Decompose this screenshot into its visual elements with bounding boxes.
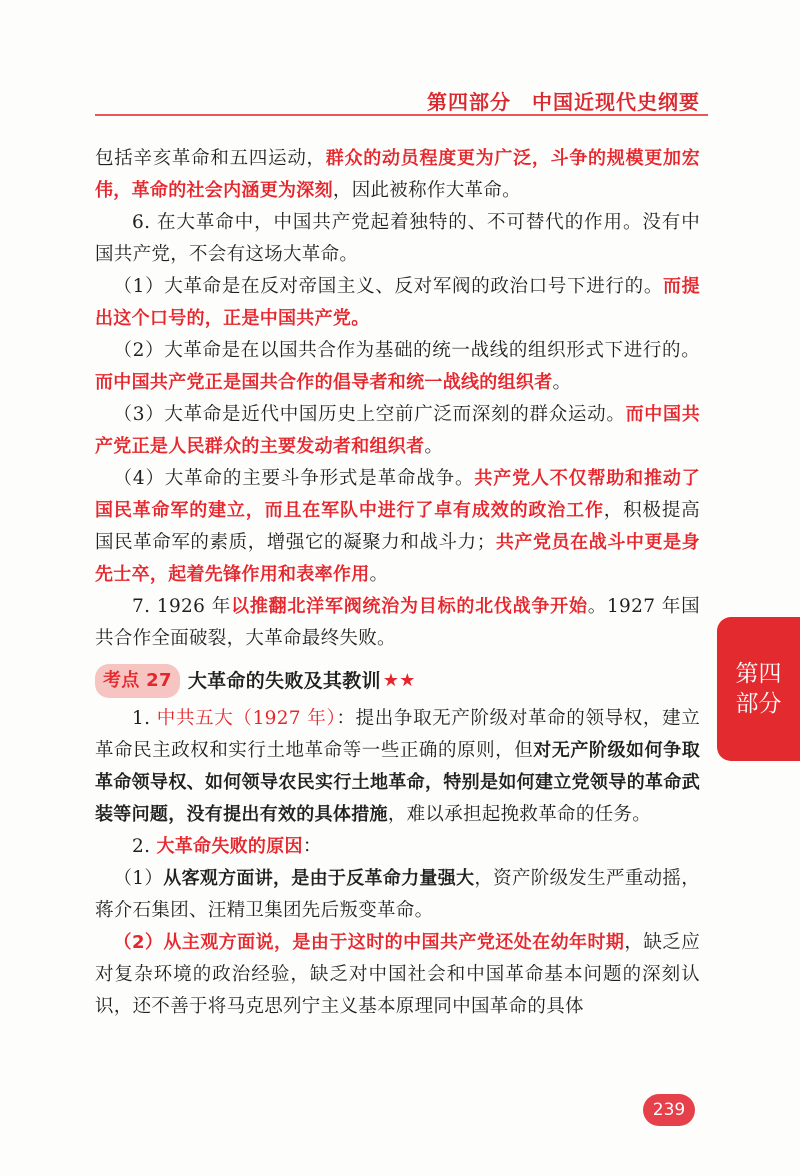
paragraph: 6. 在大革命中，中国共产党起着独特的、不可替代的作用。没有中国共产党，不会有这场大革命。 — [95, 212, 700, 265]
highlight-text: 大革命失败的原因 — [156, 836, 303, 857]
page-content — [95, 143, 700, 1023]
paragraph: 7. 1926 年以推翻北洋军阀统治为目标的北伐战争开始。1927 年国共合作全面破裂，大革命最终失败。 — [95, 596, 700, 649]
kaodian-heading — [95, 665, 700, 697]
header-title: 第四部分 中国近现代史纲要 — [427, 90, 700, 114]
highlight-text: 而中国共产党正是国共合作的倡导者和统一战线的组织者 — [95, 372, 553, 393]
page-header — [0, 0, 800, 118]
kaodian-title: 大革命的失败及其教训 — [187, 670, 381, 692]
header-rule — [95, 114, 708, 116]
highlight-text: 中共五大（1927 年） — [156, 708, 337, 729]
paragraph: （1）大革命是在反对帝国主义、反对军阀的政治口号下进行的。而提出这个口号的，正是中国共产党。 — [95, 276, 700, 329]
highlight-text: 以推翻北洋军阀统治为目标的北伐战争开始 — [231, 596, 588, 617]
paragraph: 包括辛亥革命和五四运动，群众的动员程度更为广泛，斗争的规模更加宏伟，革命的社会内涵更为深刻，因此被称作大革命。 — [95, 148, 701, 201]
kaodian-badge: 考点 27 — [95, 664, 180, 698]
paragraph: 2. 大革命失败的原因： — [132, 836, 322, 857]
highlight-text: （2）从主观方面说，是由于这时的中国共产党还处在幼年时期 — [113, 932, 625, 953]
paragraph: （4）大革命的主要斗争形式是革命战争。共产党人不仅帮助和推动了国民革命军的建立，而且在军队中进行了卓有成效的政治工作，积极提高国民革命军的素质，增强它的凝聚力和战斗力；共产党员在战斗中更是身先士卒，起着先锋作用和表率作用。 — [95, 468, 700, 585]
bold-text: 对无产阶级如何争取革命领导权、如何领导农民实行土地革命，特别是如何建立党领导的革命武装等问题，没有提出有效的具体措施 — [95, 740, 701, 825]
paragraph: （2）大革命是在以国共合作为基础的统一战线的组织形式下进行的。而中国共产党正是国共合作的倡导者和统一战线的组织者。 — [95, 340, 700, 393]
paragraph: （3）大革命是近代中国历史上空前广泛而深刻的群众运动。而中国共产党正是人民群众的主要发动者和组织者。 — [95, 404, 701, 457]
paragraph: （1）从客观方面讲，是由于反革命力量强大，资产阶级发生严重动摇，蒋介石集团、汪精卫集团先后叛变革命。 — [95, 868, 700, 921]
paragraph: （2）从主观方面说，是由于这时的中国共产党还处在幼年时期，缺乏应对复杂环境的政治经验，缺乏对中国社会和中国革命基本问题的深刻认识，还不善于将马克思列宁主义基本原理同中国革命的具体 — [95, 932, 700, 1017]
highlight-text: 共产党员在战斗中更是身先士卒，起着先锋作用和表率作用 — [95, 532, 700, 585]
highlight-text: 群众的动员程度更为广泛，斗争的规模更加宏伟，革命的社会内涵更为深刻 — [95, 148, 701, 201]
paragraph: 1. 中共五大（1927 年）：提出争取无产阶级对革命的领导权，建立革命民主政权和实行土地革命等一些正确的原则，但对无产阶级如何争取革命领导权、如何领导农民实行土地革命，特别是如何建立党领导的革命武装等问题，没有提出有效的具体措施，难以承担起挽救革命的任务。 — [95, 708, 701, 825]
page-number: 239 — [643, 1094, 695, 1126]
star-icon: ★★ — [382, 670, 416, 691]
section-side-tab — [717, 617, 800, 761]
highlight-text: 而提出这个口号的，正是中国共产党。 — [95, 276, 700, 329]
side-tab-label: 第四部分 — [735, 661, 782, 717]
highlight-text: 而中国共产党正是人民群众的主要发动者和组织者 — [95, 404, 701, 457]
highlight-text: 共产党人不仅帮助和推动了国民革命军的建立，而且在军队中进行了卓有成效的政治工作 — [95, 468, 700, 521]
bold-text: 从客观方面讲，是由于反革命力量强大 — [163, 868, 475, 889]
